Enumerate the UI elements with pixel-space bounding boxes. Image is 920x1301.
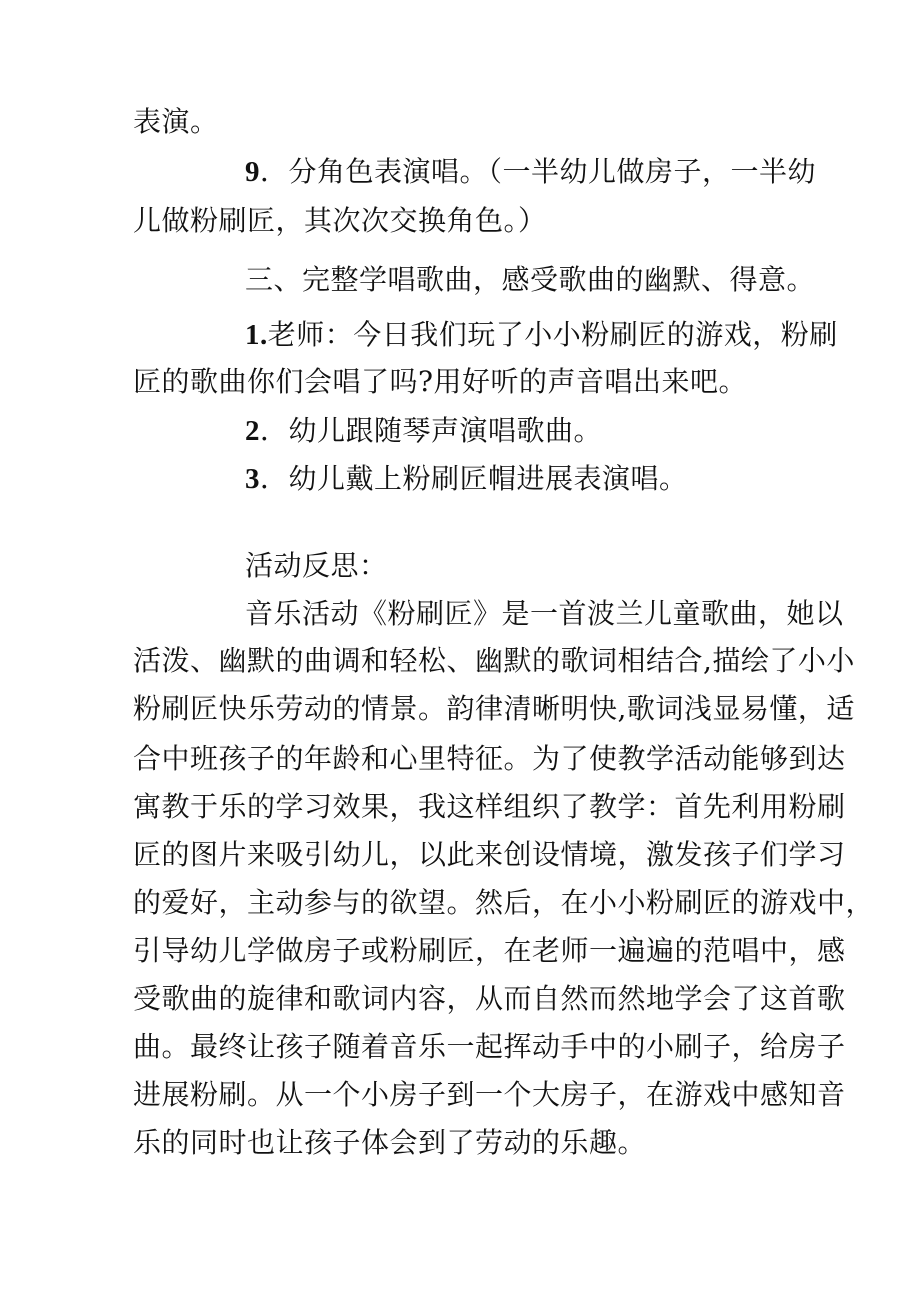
paragraph-line: 寓教于乐的学习效果，我这样组织了教学：首先利用粉刷 [133,790,846,823]
paragraph-line: 活泼、幽默的曲调和轻松、幽默的歌词相结合,描绘了小小 [133,644,855,677]
paragraph-line: 粉刷匠快乐劳动的情景。韵律清晰明快,歌词浅显易懂，适 [133,692,855,725]
section-heading: 三、完整学唱歌曲，感受歌曲的幽默、得意。 [245,263,816,296]
paragraph-line: 曲。最终让孩子随着音乐一起挥动手中的小刷子，给房子 [133,1030,846,1063]
paragraph-line: 受歌曲的旋律和歌词内容，从而自然而然地学会了这首歌 [133,982,846,1015]
list-item-2: 2．幼儿跟随琴声演唱歌曲。 [245,414,603,447]
list-number: 1. [245,319,268,351]
paragraph-line: 乐的同时也让孩子体会到了劳动的乐趣。 [133,1126,647,1159]
paragraph-line: 引导幼儿学做房子或粉刷匠，在老师一遍遍的范唱中，感 [133,934,846,967]
text-line: 儿做粉刷匠，其次次交换角色。） [133,204,547,237]
section-heading-reflection: 活动反思： [245,549,388,582]
text-line: 匠的歌曲你们会唱了吗?用好听的声音唱出来吧。 [133,365,748,398]
list-number: 3 [245,463,260,495]
list-item-9: 9．分角色表演唱。（一半幼儿做房子，一半幼 [245,155,817,188]
paragraph-line: 的爱好，主动参与的欲望。然后，在小小粉刷匠的游戏中， [133,886,875,919]
list-item-3: 3．幼儿戴上粉刷匠帽进展表演唱。 [245,462,688,495]
text-line: 表演。 [133,105,219,138]
list-item-1: 1.老师：今日我们玩了小小粉刷匠的游戏，粉刷 [245,318,838,351]
paragraph-line: 进展粉刷。从一个小房子到一个大房子，在游戏中感知音 [133,1078,846,1111]
list-number: 9 [245,156,260,188]
list-number: 2 [245,415,260,447]
paragraph-line: 音乐活动《粉刷匠》是一首波兰儿童歌曲，她以 [245,597,844,630]
paragraph-line: 合中班孩子的年龄和心里特征。为了使教学活动能够到达 [133,742,846,775]
paragraph-line: 匠的图片来吸引幼儿，以此来创设情境，激发孩子们学习 [133,838,846,871]
